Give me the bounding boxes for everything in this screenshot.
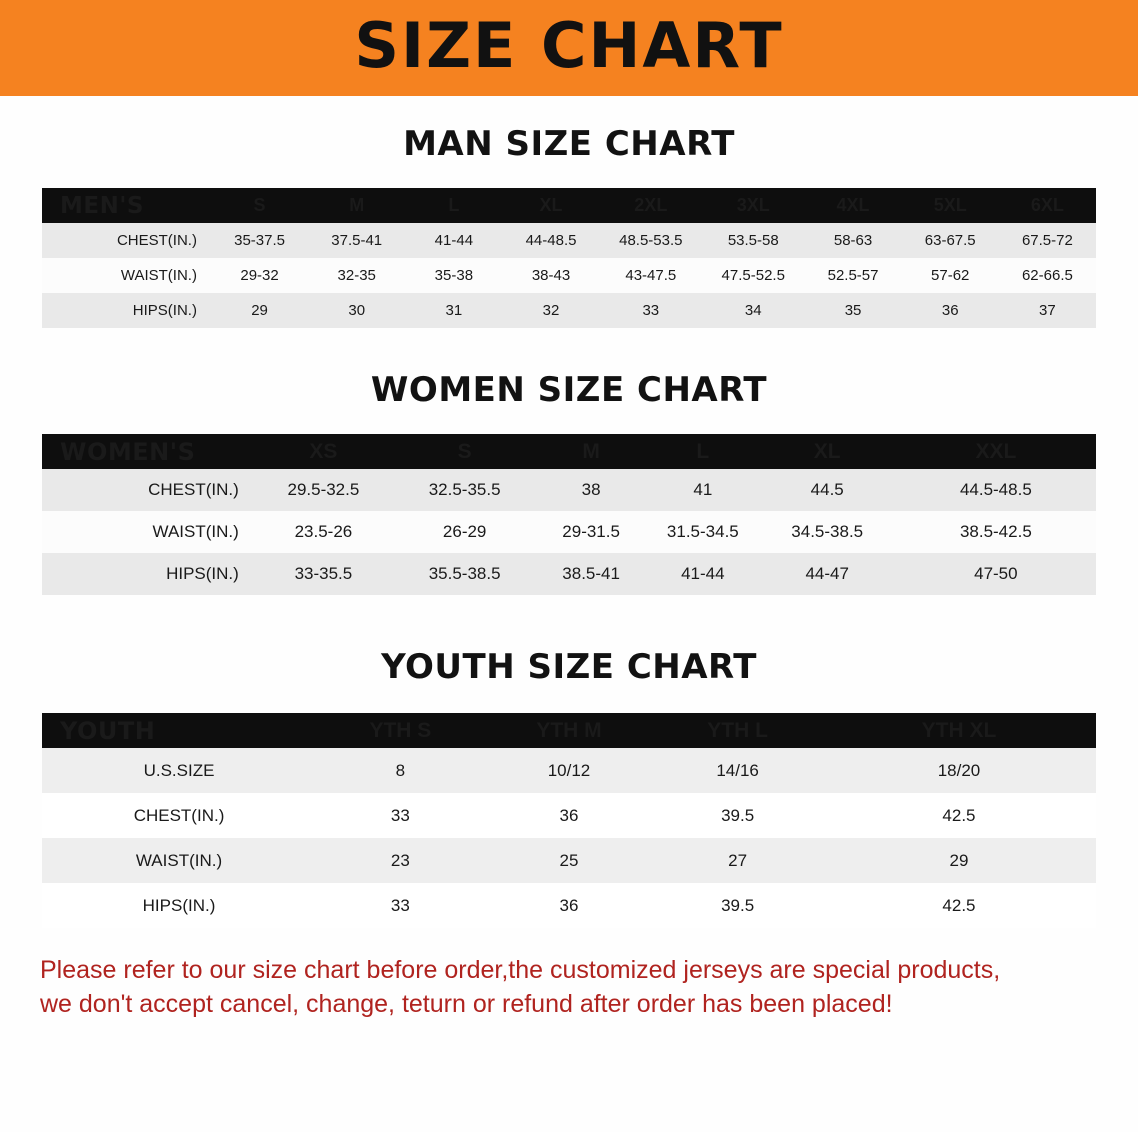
women-size-table: [42, 434, 1096, 595]
youth-hips-xl: 42.5: [822, 883, 1096, 928]
page-title: SIZE CHART: [354, 9, 784, 82]
men-chest-4xl: 58-63: [804, 223, 901, 258]
women-hips-xxl: 47-50: [896, 553, 1096, 595]
men-waist-s: 29-32: [211, 258, 308, 293]
women-waist-s: 26-29: [394, 511, 535, 553]
youth-header-label: YOUTH: [60, 716, 156, 745]
women-waist-xxl: 38.5-42.5: [896, 511, 1096, 553]
men-waist-m: 32-35: [308, 258, 405, 293]
youth-chest-xl: 42.5: [822, 793, 1096, 838]
women-header-m: M: [582, 439, 600, 463]
men-size-table: [42, 188, 1096, 328]
disclaimer-line-1: Please refer to our size chart before order,the customized jerseys are special products,: [40, 956, 1001, 984]
women-hips-xs: 33-35.5: [253, 553, 394, 595]
youth-section-heading: YOUTH SIZE CHART: [381, 647, 757, 687]
women-table-header-row: [42, 434, 1096, 469]
men-hips-s: 29: [211, 293, 308, 328]
men-waist-l: 35-38: [405, 258, 502, 293]
youth-ussize-xl: 18/20: [822, 748, 1096, 793]
men-hips-4xl: 35: [804, 293, 901, 328]
youth-chest-s: 33: [316, 793, 485, 838]
men-waist-6xl: 62-66.5: [999, 258, 1096, 293]
men-hips-3xl: 34: [702, 293, 804, 328]
youth-hips-l: 39.5: [653, 883, 822, 928]
youth-waist-xl: 29: [822, 838, 1096, 883]
youth-waist-s: 23: [316, 838, 485, 883]
men-header-4xl: 4XL: [836, 195, 870, 215]
men-hips-m: 30: [308, 293, 405, 328]
men-chest-l: 41-44: [405, 223, 502, 258]
women-header-xs: XS: [309, 439, 338, 463]
table-row: [42, 258, 1096, 293]
men-chest-m: 37.5-41: [308, 223, 405, 258]
men-header-6xl: 6XL: [1030, 195, 1064, 215]
table-row: [42, 293, 1096, 328]
women-section-heading: WOMEN SIZE CHART: [370, 370, 768, 410]
man-table-wrap: [42, 188, 1096, 328]
men-header-xl: XL: [539, 195, 563, 215]
women-chest-xs: 29.5-32.5: [253, 469, 394, 511]
men-row-label-waist: WAIST(IN.): [42, 258, 211, 293]
youth-chest-m: 36: [485, 793, 654, 838]
women-header-xxl: XXL: [975, 439, 1017, 463]
table-row: [42, 838, 1096, 883]
women-row-label-hips: HIPS(IN.): [42, 553, 253, 595]
women-header-label: WOMEN'S: [60, 437, 196, 466]
men-header-2xl: 2XL: [634, 195, 668, 215]
youth-header-xl: YTH XL: [921, 718, 997, 742]
women-row-label-waist: WAIST(IN.): [42, 511, 253, 553]
men-row-label-chest: CHEST(IN.): [42, 223, 211, 258]
page-banner: [0, 0, 1138, 96]
women-waist-m: 29-31.5: [535, 511, 647, 553]
disclaimer-note: [40, 954, 1098, 1022]
youth-row-label-us-size: U.S.SIZE: [42, 748, 316, 793]
men-chest-2xl: 48.5-53.5: [600, 223, 702, 258]
men-chest-6xl: 67.5-72: [999, 223, 1096, 258]
women-chest-m: 38: [535, 469, 647, 511]
youth-size-table: [42, 713, 1096, 928]
men-header-l: L: [448, 195, 460, 215]
youth-waist-l: 27: [653, 838, 822, 883]
women-hips-s: 35.5-38.5: [394, 553, 535, 595]
youth-row-label-chest: CHEST(IN.): [42, 793, 316, 838]
youth-table-header-row: [42, 713, 1096, 748]
youth-ussize-m: 10/12: [485, 748, 654, 793]
youth-row-label-waist: WAIST(IN.): [42, 838, 316, 883]
men-waist-4xl: 52.5-57: [804, 258, 901, 293]
men-chest-s: 35-37.5: [211, 223, 308, 258]
table-row: [42, 469, 1096, 511]
disclaimer-line-2: we don't accept cancel, change, teturn or refund after order has been placed!: [40, 989, 893, 1018]
women-chest-xxl: 44.5-48.5: [896, 469, 1096, 511]
men-waist-xl: 38-43: [502, 258, 599, 293]
youth-hips-m: 36: [485, 883, 654, 928]
table-row: [42, 883, 1096, 928]
women-header-xl: XL: [813, 439, 841, 463]
youth-waist-m: 25: [485, 838, 654, 883]
table-row: [42, 511, 1096, 553]
women-table-wrap: [42, 434, 1096, 595]
women-hips-xl: 44-47: [759, 553, 896, 595]
men-chest-5xl: 63-67.5: [902, 223, 999, 258]
youth-table-wrap: [42, 713, 1096, 928]
men-chest-xl: 44-48.5: [502, 223, 599, 258]
women-waist-xs: 23.5-26: [253, 511, 394, 553]
men-waist-5xl: 57-62: [902, 258, 999, 293]
women-chest-l: 41: [647, 469, 759, 511]
men-hips-6xl: 37: [999, 293, 1096, 328]
youth-header-m: YTH M: [536, 718, 602, 742]
youth-header-s: YTH S: [369, 718, 432, 742]
women-header-l: L: [696, 439, 710, 463]
women-waist-xl: 34.5-38.5: [759, 511, 896, 553]
men-header-5xl: 5XL: [933, 195, 967, 215]
men-waist-2xl: 43-47.5: [600, 258, 702, 293]
women-header-s: S: [457, 439, 472, 463]
men-waist-3xl: 47.5-52.5: [702, 258, 804, 293]
youth-ussize-s: 8: [316, 748, 485, 793]
youth-hips-s: 33: [316, 883, 485, 928]
table-row: [42, 793, 1096, 838]
youth-chest-l: 39.5: [653, 793, 822, 838]
women-waist-l: 31.5-34.5: [647, 511, 759, 553]
table-row: [42, 553, 1096, 595]
men-hips-5xl: 36: [902, 293, 999, 328]
men-hips-2xl: 33: [600, 293, 702, 328]
men-header-s: S: [253, 195, 266, 215]
women-row-label-chest: CHEST(IN.): [42, 469, 253, 511]
men-header-m: M: [349, 195, 365, 215]
men-header-label: MEN'S: [60, 192, 144, 219]
men-table-header-row: [42, 188, 1096, 223]
men-header-3xl: 3XL: [736, 195, 770, 215]
women-hips-m: 38.5-41: [535, 553, 647, 595]
table-row: [42, 223, 1096, 258]
women-chest-s: 32.5-35.5: [394, 469, 535, 511]
women-chest-xl: 44.5: [759, 469, 896, 511]
youth-header-l: YTH L: [707, 718, 768, 742]
men-row-label-hips: HIPS(IN.): [42, 293, 211, 328]
youth-ussize-l: 14/16: [653, 748, 822, 793]
men-hips-xl: 32: [502, 293, 599, 328]
table-row: [42, 748, 1096, 793]
men-chest-3xl: 53.5-58: [702, 223, 804, 258]
man-section-heading: MAN SIZE CHART: [403, 124, 735, 164]
men-hips-l: 31: [405, 293, 502, 328]
youth-row-label-hips: HIPS(IN.): [42, 883, 316, 928]
women-hips-l: 41-44: [647, 553, 759, 595]
